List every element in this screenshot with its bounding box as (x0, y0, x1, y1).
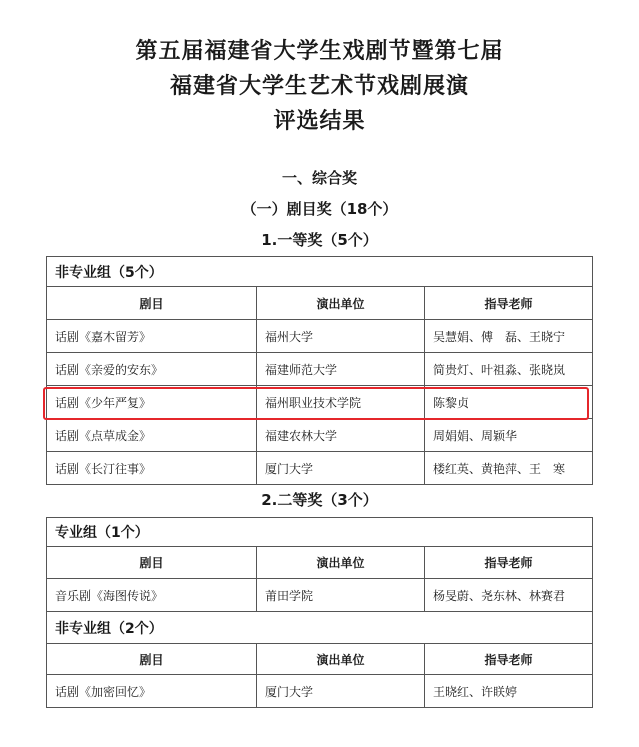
column-header-row (47, 287, 593, 320)
highlight-box (43, 387, 589, 420)
table-row (47, 675, 593, 708)
group-title-row (47, 612, 593, 644)
play-cell: 话剧《亲爱的安东》 (47, 353, 257, 386)
teacher-cell: 楼红英、黄艳萍、王 寒 (425, 452, 593, 485)
teacher-cell: 王晓红、许眹婷 (425, 675, 593, 708)
first-prize-heading: 1.一等奖（5个） (261, 231, 378, 249)
table-row (47, 353, 593, 386)
column-header-play: 剧目 (47, 644, 257, 675)
second-prize-table (46, 517, 593, 708)
table-row (47, 320, 593, 353)
second-prize-heading: 2.二等奖（3个） (261, 491, 378, 509)
table-row (47, 452, 593, 485)
column-header-unit: 演出单位 (257, 287, 425, 320)
column-header-teacher: 指导老师 (425, 547, 593, 579)
title-line-2: 福建省大学生艺术节戏剧展演 (169, 73, 469, 99)
group-title-row (47, 257, 593, 287)
unit-cell: 厦门大学 (257, 452, 425, 485)
table-row (47, 419, 593, 452)
group-title: 非专业组（2个） (47, 612, 593, 644)
play-cell: 话剧《长汀往事》 (47, 452, 257, 485)
group-title-row (47, 518, 593, 547)
group-title: 专业组（1个） (47, 518, 593, 547)
play-cell: 话剧《加密回忆》 (47, 675, 257, 708)
column-header-play: 剧目 (47, 547, 257, 579)
unit-cell: 福建农林大学 (257, 419, 425, 452)
unit-cell: 厦门大学 (257, 675, 425, 708)
subsection-heading: （一）剧目奖（18个） (241, 200, 398, 218)
teacher-cell: 简贵灯、叶祖淼、张晓岚 (425, 353, 593, 386)
column-header-teacher: 指导老师 (425, 644, 593, 675)
column-header-unit: 演出单位 (257, 644, 425, 675)
teacher-cell: 吴慧娟、傅 磊、王晓宁 (425, 320, 593, 353)
column-header-play: 剧目 (47, 287, 257, 320)
unit-cell: 福建师范大学 (257, 353, 425, 386)
column-header-teacher: 指导老师 (425, 287, 593, 320)
title-line-1: 第五届福建省大学生戏剧节暨第七届 (135, 38, 504, 64)
column-header-row (47, 547, 593, 579)
unit-cell: 福州职业技术学院 (257, 386, 425, 419)
teacher-cell: 杨旻蔚、尧东林、林赛君 (425, 579, 593, 612)
unit-cell: 福州大学 (257, 320, 425, 353)
play-cell: 话剧《嘉木留芳》 (47, 320, 257, 353)
teacher-cell: 周娟娟、周颖华 (425, 419, 593, 452)
first-prize-table (46, 256, 593, 485)
group-title: 非专业组（5个） (47, 257, 593, 287)
play-cell: 音乐剧《海图传说》 (47, 579, 257, 612)
column-header-row (47, 644, 593, 675)
teacher-cell: 陈黎贞 (425, 386, 593, 419)
play-cell: 话剧《少年严复》 (47, 386, 257, 419)
play-cell: 话剧《点草成金》 (47, 419, 257, 452)
column-header-unit: 演出单位 (257, 547, 425, 579)
section-heading: 一、综合奖 (281, 169, 357, 187)
title-line-3: 评选结果 (273, 108, 366, 134)
unit-cell: 莆田学院 (257, 579, 425, 612)
table-row (47, 579, 593, 612)
